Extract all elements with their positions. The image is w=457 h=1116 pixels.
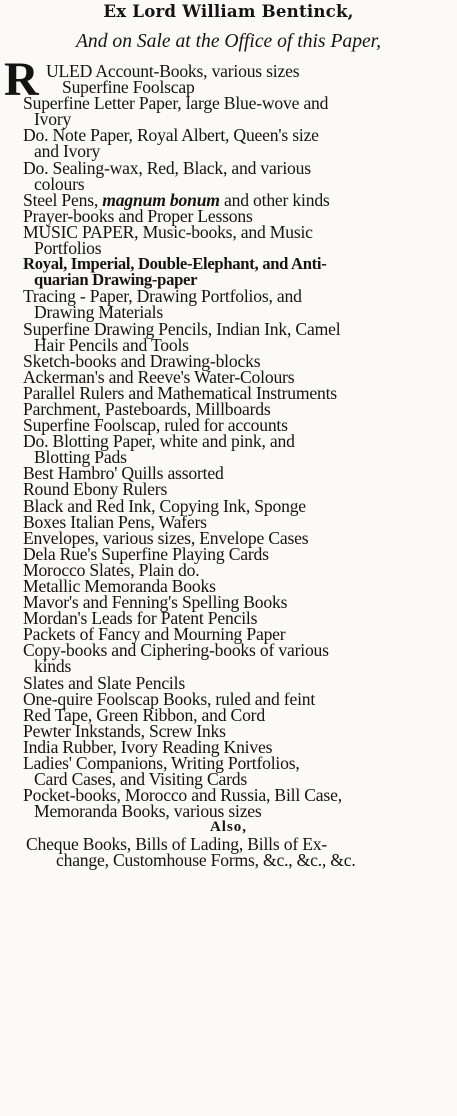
list-item bbox=[0, 318, 457, 355]
item-line: Packets of Fancy and Mourning Paper bbox=[23, 624, 286, 645]
item-line: Ladies' Companions, Writing Portfolios, bbox=[23, 753, 300, 774]
item-continuation: quarian Drawing-paper bbox=[34, 270, 198, 290]
item-line: Round Ebony Rulers bbox=[23, 479, 168, 500]
item-continuation: Hair Pencils and Tools bbox=[34, 334, 189, 355]
item-line: Morocco Slates, Plain do. bbox=[23, 559, 200, 580]
list-item bbox=[0, 785, 457, 822]
item-line: Do. Blotting Paper, white and pink, and bbox=[23, 431, 295, 452]
item-line: MUSIC PAPER, Music-books, and Music bbox=[23, 221, 313, 242]
item-line: Boxes Italian Pens, Wafers bbox=[23, 511, 207, 532]
item-continuation: and Ivory bbox=[34, 141, 101, 162]
item-continuation: kinds bbox=[34, 656, 72, 677]
italic-phrase: magnum bonum bbox=[102, 189, 220, 210]
item-line: Steel Pens, magnum bonum and other kinds bbox=[23, 189, 330, 210]
item-continuation: colours bbox=[34, 173, 85, 194]
item-line: Royal, Imperial, Double-Elephant, and Anti- bbox=[23, 254, 327, 274]
item-line: Dela Rue's Superfine Playing Cards bbox=[23, 543, 269, 564]
item-line: Ackerman's and Reeve's Water-Colours bbox=[23, 366, 295, 387]
item-continuation: Ivory bbox=[34, 109, 72, 130]
list-item bbox=[0, 431, 457, 468]
list-item bbox=[0, 61, 457, 98]
item-line: One-quire Foolscap Books, ruled and feint bbox=[23, 688, 316, 709]
item-line: Sketch-books and Drawing-blocks bbox=[23, 350, 261, 371]
item-line: Slates and Slate Pencils bbox=[23, 672, 185, 693]
item-line: Do. Note Paper, Royal Albert, Queen's size bbox=[23, 125, 319, 146]
item-continuation: Memoranda Books, various sizes bbox=[34, 801, 262, 822]
list-item bbox=[0, 753, 457, 790]
advert-subheading: And on Sale at the Office of this Paper, bbox=[75, 31, 382, 52]
item-line: Best Hambro' Quills assorted bbox=[23, 463, 224, 484]
list-item bbox=[0, 256, 457, 288]
item-continuation: Superfine Foolscap bbox=[62, 77, 195, 98]
list-item bbox=[0, 93, 457, 130]
item-line: India Rubber, Ivory Reading Knives bbox=[23, 736, 273, 757]
item-list bbox=[0, 63, 457, 868]
item-line: Pewter Inkstands, Screw Inks bbox=[23, 720, 226, 741]
item-line: Black and Red Ink, Copying Ink, Sponge bbox=[23, 495, 306, 516]
item-line: Metallic Memoranda Books bbox=[23, 576, 216, 596]
item-line: Envelopes, various sizes, Envelope Cases bbox=[23, 527, 309, 548]
item-line: Pocket-books, Morocco and Russia, Bill Case, bbox=[23, 785, 342, 806]
item-line: Prayer-books and Proper Lessons bbox=[23, 205, 253, 226]
drop-cap: R bbox=[4, 53, 39, 106]
item-line: Tracing - Paper, Drawing Portfolios, and bbox=[23, 286, 302, 307]
item-continuation: Portfolios bbox=[34, 238, 102, 259]
item-continuation: Card Cases, and Visiting Cards bbox=[34, 769, 248, 790]
list-item bbox=[0, 286, 457, 323]
closing-item bbox=[0, 833, 457, 870]
item-line: Mavor's and Fenning's Spelling Books bbox=[23, 592, 288, 613]
item-line: ULED Account-Books, various sizes bbox=[46, 61, 300, 81]
item-line: Parallel Rulers and Mathematical Instruments bbox=[23, 382, 337, 403]
list-item bbox=[0, 125, 457, 162]
list-item bbox=[0, 640, 457, 677]
advert-heading: Ex Lord William Bentinck, bbox=[103, 1, 354, 21]
item-line: Superfine Drawing Pencils, Indian Ink, Camel bbox=[23, 318, 341, 339]
item-line: Do. Sealing-wax, Red, Black, and various bbox=[23, 157, 311, 178]
item-line: Cheque Books, Bills of Lading, Bills of Ex- bbox=[26, 833, 328, 854]
also-heading: Also, bbox=[209, 819, 248, 836]
item-continuation: Drawing Materials bbox=[34, 302, 163, 323]
item-line: Copy-books and Ciphering-books of various bbox=[23, 640, 329, 661]
item-line: Red Tape, Green Ribbon, and Cord bbox=[23, 704, 265, 725]
item-line: Mordan's Leads for Patent Pencils bbox=[23, 608, 258, 629]
item-continuation: change, Customhouse Forms, &c., &c., &c. bbox=[56, 849, 356, 870]
item-line: Superfine Foolscap, ruled for accounts bbox=[23, 415, 288, 436]
item-continuation: Blotting Pads bbox=[34, 447, 127, 468]
list-item bbox=[0, 221, 457, 259]
list-item bbox=[0, 157, 457, 194]
item-line: Superfine Letter Paper, large Blue-wove and bbox=[23, 93, 329, 114]
item-line: Parchment, Pasteboards, Millboards bbox=[23, 398, 271, 419]
